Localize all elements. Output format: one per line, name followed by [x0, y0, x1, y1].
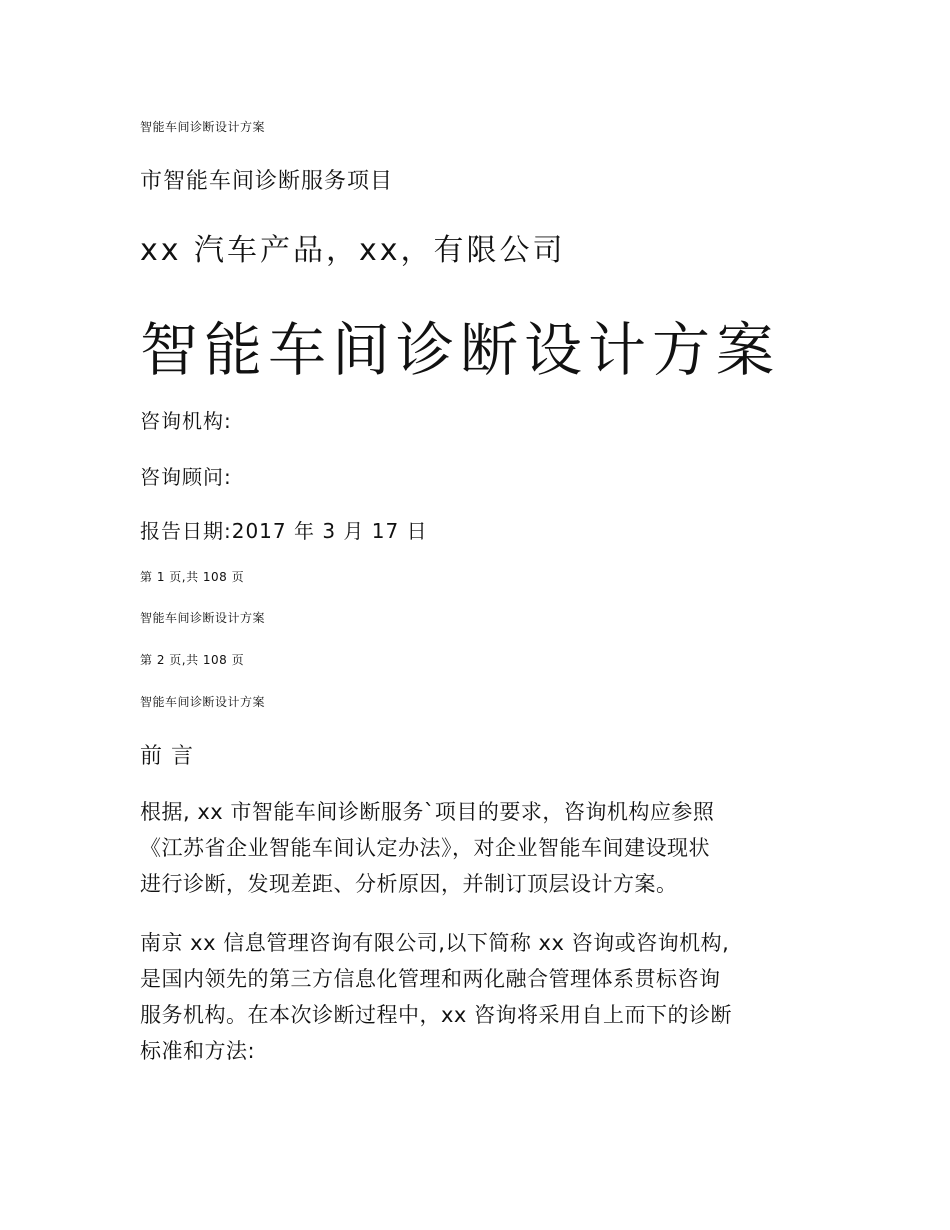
running-header: 智能车间诊断设计方案 — [140, 695, 266, 709]
running-header: 智能车间诊断设计方案 — [140, 120, 266, 134]
project-name: 市智能车间诊断服务项目 — [140, 169, 394, 194]
paragraph-line: 《江苏省企业智能车间认定办法》，对企业智能车间建设现状 — [140, 836, 710, 860]
document-title: 智能车间诊断设计方案 — [140, 316, 781, 384]
paragraph-line: 进行诊断，发现差距、分析原因，并制订顶层设计方案。 — [140, 872, 678, 896]
running-header: 智能车间诊断设计方案 — [140, 611, 266, 625]
company-name: xx 汽车产品，xx，有限公司 — [140, 233, 566, 268]
consultant-label: 咨询顾问: — [140, 465, 232, 489]
preface-paragraph-2 — [140, 925, 820, 1069]
paragraph-line: 服务机构。在本次诊断过程中，xx 咨询将采用自上而下的诊断 — [140, 1003, 733, 1027]
page-footer: 第 1 页,共 108 页 — [140, 570, 245, 584]
consulting-organization-label: 咨询机构: — [140, 409, 232, 433]
section-heading-preface: 前 言 — [140, 744, 194, 769]
paragraph-line: 南京 xx 信息管理咨询有限公司,以下简称 xx 咨询或咨询机构, — [140, 931, 730, 955]
page-footer: 第 2 页,共 108 页 — [140, 653, 245, 667]
paragraph-line: 根据, xx 市智能车间诊断服务`项目的要求，咨询机构应参照 — [140, 800, 715, 824]
paragraph-line: 是国内领先的第三方信息化管理和两化融合管理体系贯标咨询 — [140, 967, 721, 991]
preface-paragraph-1 — [140, 794, 820, 902]
report-date: 报告日期:2017 年 3 月 17 日 — [140, 519, 428, 543]
paragraph-line: 标准和方法: — [140, 1039, 256, 1063]
